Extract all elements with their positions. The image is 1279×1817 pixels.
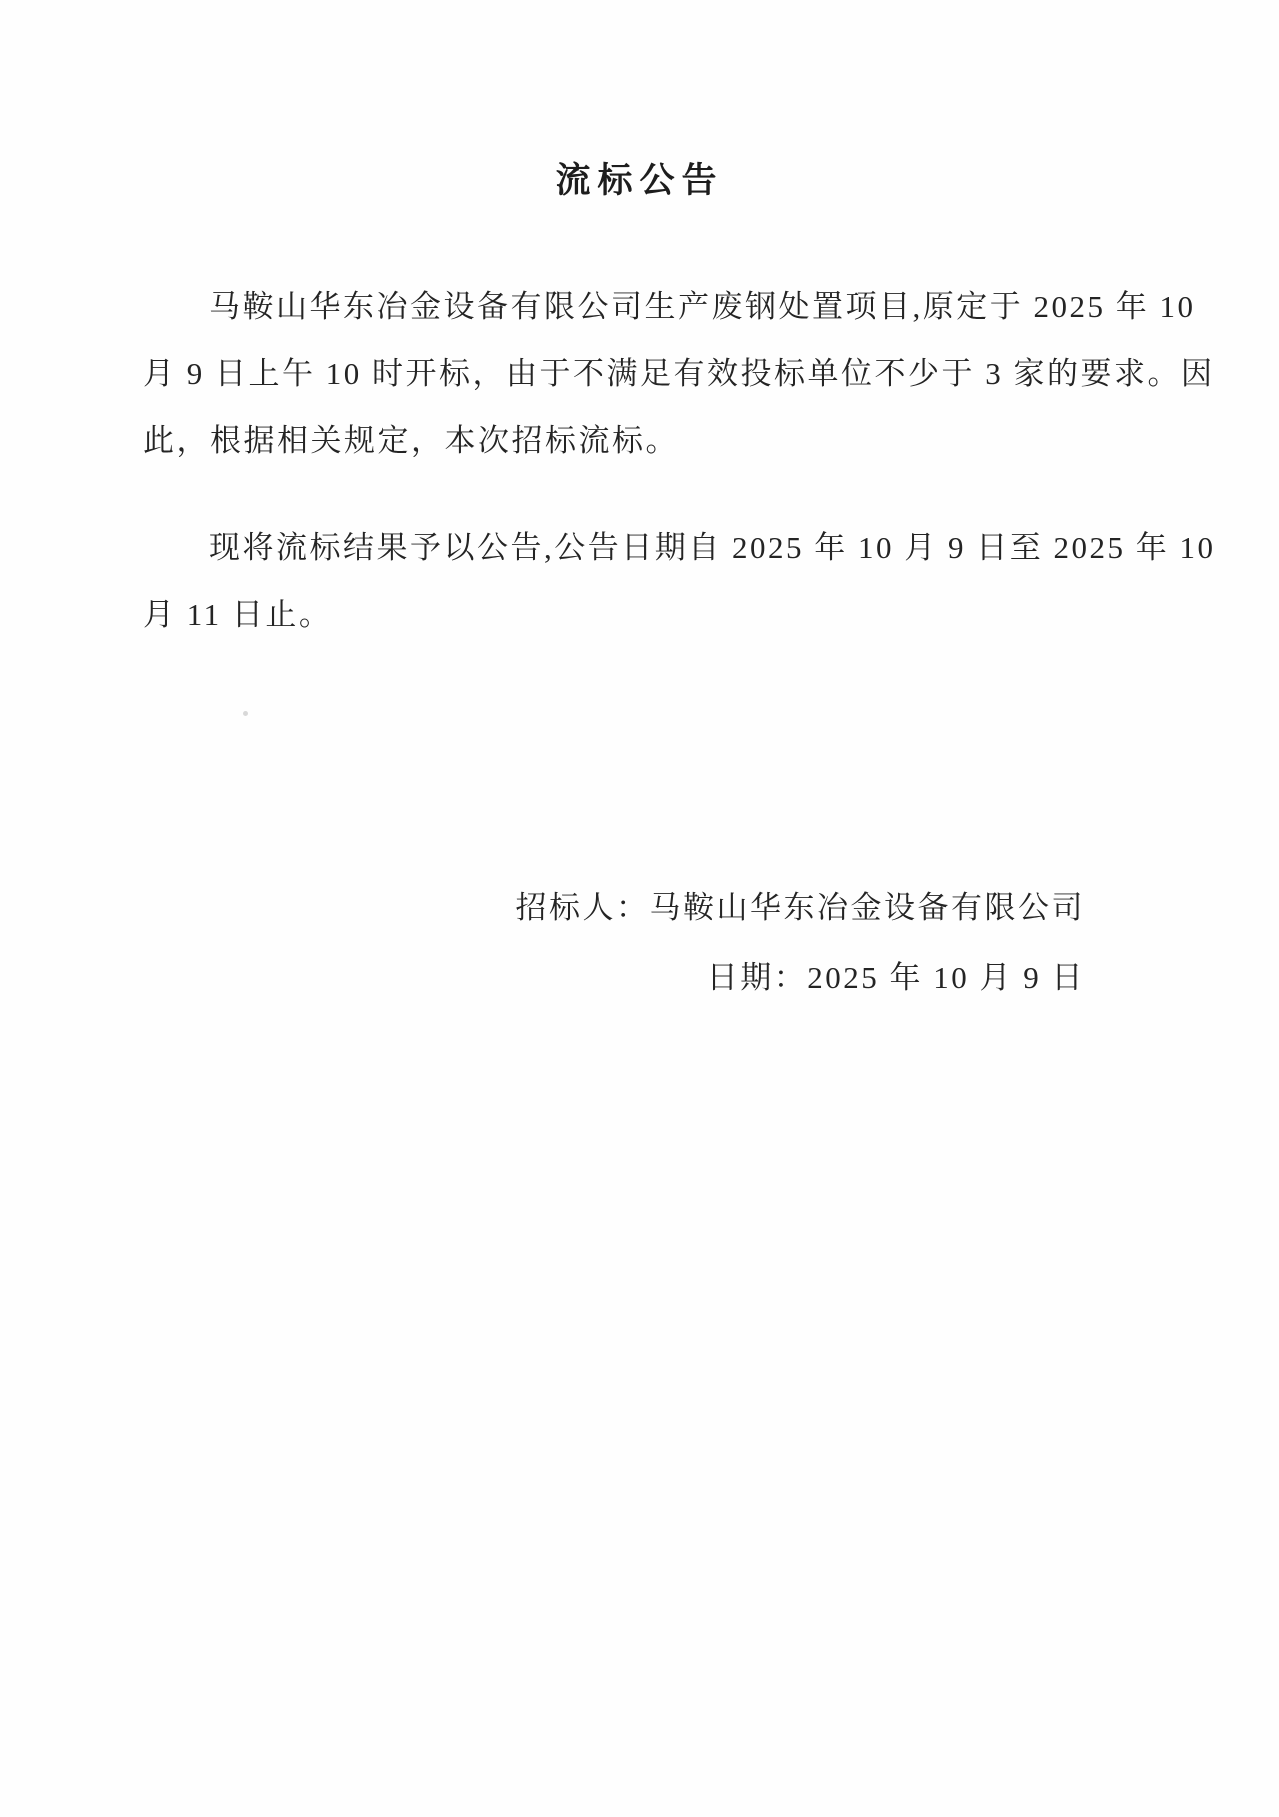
scan-artifact-speck [243,711,248,716]
document-body [143,273,1216,648]
date-signature-line: 日期：2025 年 10 月 9 日 [706,960,1085,995]
text-line: 马鞍山华东冶金设备有限公司生产废钢处置项目,原定于 2025 年 10 [209,289,1196,324]
text-line: 现将流标结果予以公告,公告日期自 2025 年 10 月 9 日至 2025 年 10 [209,530,1216,565]
signature-block [516,873,1086,1013]
paragraph [143,273,1215,474]
document-title: 流标公告 [555,161,724,200]
text-line: 月 9 日上午 10 时开标，由于不满足有效投标单位不少于 3 家的要求。因 [143,356,1215,391]
text-line: 此，根据相关规定，本次招标流标。 [143,423,679,458]
paragraph [143,514,1216,648]
text-line: 月 11 日止。 [143,597,333,632]
tenderer-signature-line: 招标人：马鞍山华东冶金设备有限公司 [515,890,1085,925]
